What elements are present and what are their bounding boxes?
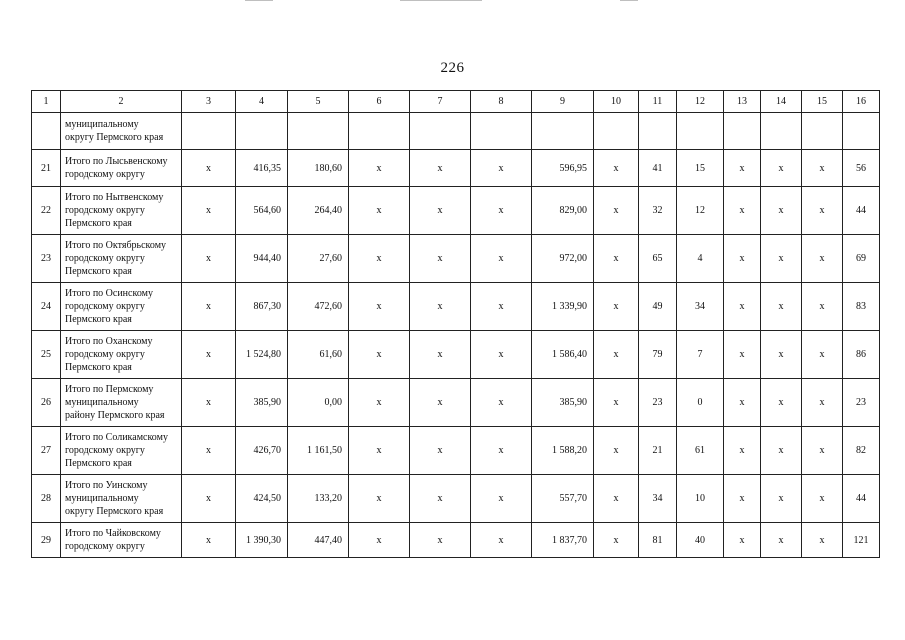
- row-name-cell: [61, 427, 182, 475]
- cell-c15: х: [802, 475, 843, 523]
- cell-c14: х: [761, 523, 802, 558]
- cell-c16: 69: [843, 235, 880, 283]
- cell-c7: х: [410, 331, 471, 379]
- cell-c7: х: [410, 235, 471, 283]
- table-cell: [182, 113, 236, 150]
- cell-c10: х: [594, 475, 639, 523]
- continuation-row: [32, 113, 880, 150]
- cell-c16: 121: [843, 523, 880, 558]
- cell-c12: 34: [677, 283, 724, 331]
- table-cell: [410, 113, 471, 150]
- row-number-cell: 24: [32, 283, 61, 331]
- table-row: [32, 379, 880, 427]
- column-header: 12: [677, 91, 724, 113]
- cell-c15: х: [802, 523, 843, 558]
- row-name-cell: [61, 379, 182, 427]
- cell-c14: х: [761, 187, 802, 235]
- row-number-cell: 22: [32, 187, 61, 235]
- cell-c8: х: [471, 187, 532, 235]
- row-name-line: Пермского края: [65, 218, 132, 229]
- cell-c8: х: [471, 150, 532, 187]
- column-header: 2: [61, 91, 182, 113]
- cell-c13: х: [724, 379, 761, 427]
- row-number-cell: 28: [32, 475, 61, 523]
- row-name-line: городскому округу: [65, 301, 145, 312]
- row-name-line: городскому округу: [65, 349, 145, 360]
- table-cell: [288, 113, 349, 150]
- cell-c3: х: [182, 523, 236, 558]
- cell-c10: х: [594, 283, 639, 331]
- cell-c14: х: [761, 475, 802, 523]
- cell-c15: х: [802, 187, 843, 235]
- table-cell: [677, 113, 724, 150]
- row-name-line: городскому округу: [65, 445, 145, 456]
- header-row: [32, 91, 880, 113]
- cell-c3: х: [182, 187, 236, 235]
- column-header: 5: [288, 91, 349, 113]
- row-name-line: муниципальному: [65, 397, 139, 408]
- column-header: 13: [724, 91, 761, 113]
- table-cell: [724, 113, 761, 150]
- row-name-line: городскому округу: [65, 541, 145, 552]
- cell-c3: х: [182, 235, 236, 283]
- cell-c16: 86: [843, 331, 880, 379]
- cell-c3: х: [182, 427, 236, 475]
- table-cell: [471, 113, 532, 150]
- row-name-line: Итого по Чайковскому: [65, 528, 161, 539]
- column-header: 1: [32, 91, 61, 113]
- table-row: [32, 331, 880, 379]
- cell-c12: 61: [677, 427, 724, 475]
- row-name-line: городскому округу: [65, 253, 145, 264]
- cell-c13: х: [724, 331, 761, 379]
- scan-artifact-line: [620, 0, 638, 1]
- cell-c4: 1 390,30: [236, 523, 288, 558]
- cell-c4: 1 524,80: [236, 331, 288, 379]
- scan-artifact-line: [245, 0, 273, 1]
- cell-c7: х: [410, 283, 471, 331]
- cell-c11: 32: [639, 187, 677, 235]
- scan-artifact-line: [400, 0, 482, 1]
- row-name-cell: [61, 150, 182, 187]
- cell-c4: 426,70: [236, 427, 288, 475]
- table-row: [32, 283, 880, 331]
- column-header: 4: [236, 91, 288, 113]
- cell-c11: 49: [639, 283, 677, 331]
- cell-c11: 23: [639, 379, 677, 427]
- cell-c8: х: [471, 283, 532, 331]
- column-header: 3: [182, 91, 236, 113]
- cell-c9: 972,00: [532, 235, 594, 283]
- cell-c5: 180,60: [288, 150, 349, 187]
- cell-c15: х: [802, 379, 843, 427]
- cell-c8: х: [471, 523, 532, 558]
- column-header: 7: [410, 91, 471, 113]
- cell-c5: 0,00: [288, 379, 349, 427]
- cell-c11: 41: [639, 150, 677, 187]
- column-header: 16: [843, 91, 880, 113]
- cell-c14: х: [761, 150, 802, 187]
- cell-c10: х: [594, 235, 639, 283]
- cell-c5: 264,40: [288, 187, 349, 235]
- row-name-line: округу Пермского края: [65, 506, 164, 517]
- cell-c12: 4: [677, 235, 724, 283]
- cell-c7: х: [410, 427, 471, 475]
- cell-c14: х: [761, 331, 802, 379]
- cell-c15: х: [802, 331, 843, 379]
- column-header: 8: [471, 91, 532, 113]
- cell-c7: х: [410, 150, 471, 187]
- cell-c10: х: [594, 187, 639, 235]
- row-name-cell: [61, 187, 182, 235]
- cell-c4: 416,35: [236, 150, 288, 187]
- cell-c6: х: [349, 427, 410, 475]
- row-name-line: Итого по Октябрьскому: [65, 240, 167, 251]
- cell-c6: х: [349, 235, 410, 283]
- column-header: 11: [639, 91, 677, 113]
- row-name-line: Итого по Уинскому: [65, 480, 148, 491]
- cell-c4: 424,50: [236, 475, 288, 523]
- cell-c9: 385,90: [532, 379, 594, 427]
- cell-c12: 7: [677, 331, 724, 379]
- cell-c3: х: [182, 475, 236, 523]
- cell-c15: х: [802, 427, 843, 475]
- table-row: [32, 150, 880, 187]
- cell-c13: х: [724, 187, 761, 235]
- cell-c9: 1 588,20: [532, 427, 594, 475]
- cell-c14: х: [761, 235, 802, 283]
- cell-c8: х: [471, 379, 532, 427]
- cell-c6: х: [349, 283, 410, 331]
- cell-c14: х: [761, 283, 802, 331]
- cell-c6: х: [349, 379, 410, 427]
- row-name-cell: [61, 113, 182, 150]
- cell-c7: х: [410, 379, 471, 427]
- cell-c4: 944,40: [236, 235, 288, 283]
- cell-c5: 447,40: [288, 523, 349, 558]
- row-number-cell: 21: [32, 150, 61, 187]
- row-name-cell: [61, 475, 182, 523]
- cell-c4: 867,30: [236, 283, 288, 331]
- cell-c13: х: [724, 235, 761, 283]
- row-name-cell: [61, 235, 182, 283]
- cell-c9: 1 837,70: [532, 523, 594, 558]
- row-name-line: городскому округу: [65, 169, 145, 180]
- cell-c8: х: [471, 331, 532, 379]
- cell-c8: х: [471, 235, 532, 283]
- cell-c11: 21: [639, 427, 677, 475]
- cell-c6: х: [349, 187, 410, 235]
- cell-c5: 472,60: [288, 283, 349, 331]
- table-cell: [594, 113, 639, 150]
- cell-c15: х: [802, 283, 843, 331]
- cell-c13: х: [724, 523, 761, 558]
- row-name-line: Итого по Лысьвенскому: [65, 156, 168, 167]
- table-cell: [761, 113, 802, 150]
- cell-c7: х: [410, 187, 471, 235]
- cell-c4: 385,90: [236, 379, 288, 427]
- cell-c10: х: [594, 427, 639, 475]
- cell-c16: 82: [843, 427, 880, 475]
- row-name-line: Итого по Пермскому: [65, 384, 154, 395]
- column-header: 10: [594, 91, 639, 113]
- row-name-line: Итого по Нытвенскому: [65, 192, 164, 203]
- row-name-line: муниципальному: [65, 119, 139, 130]
- cell-c7: х: [410, 475, 471, 523]
- cell-c16: 44: [843, 475, 880, 523]
- data-table: [31, 90, 880, 558]
- cell-c13: х: [724, 150, 761, 187]
- column-header: 9: [532, 91, 594, 113]
- table-cell: [349, 113, 410, 150]
- cell-c5: 1 161,50: [288, 427, 349, 475]
- cell-c5: 133,20: [288, 475, 349, 523]
- cell-c8: х: [471, 427, 532, 475]
- cell-c9: 596,95: [532, 150, 594, 187]
- cell-c10: х: [594, 150, 639, 187]
- cell-c15: х: [802, 235, 843, 283]
- cell-c5: 27,60: [288, 235, 349, 283]
- cell-c3: х: [182, 331, 236, 379]
- cell-c9: 557,70: [532, 475, 594, 523]
- cell-c10: х: [594, 331, 639, 379]
- row-number-cell: 26: [32, 379, 61, 427]
- row-name-cell: [61, 523, 182, 558]
- cell-c5: 61,60: [288, 331, 349, 379]
- cell-c11: 81: [639, 523, 677, 558]
- table-row: [32, 523, 880, 558]
- row-name-line: городскому округу: [65, 205, 145, 216]
- cell-c16: 83: [843, 283, 880, 331]
- cell-c6: х: [349, 150, 410, 187]
- cell-c9: 1 339,90: [532, 283, 594, 331]
- row-name-line: Итого по Соликамскому: [65, 432, 168, 443]
- row-number-cell: 25: [32, 331, 61, 379]
- cell-c12: 40: [677, 523, 724, 558]
- column-header: 14: [761, 91, 802, 113]
- cell-c11: 79: [639, 331, 677, 379]
- cell-c12: 15: [677, 150, 724, 187]
- cell-c3: х: [182, 283, 236, 331]
- cell-c13: х: [724, 283, 761, 331]
- cell-c9: 1 586,40: [532, 331, 594, 379]
- cell-c16: 44: [843, 187, 880, 235]
- cell-c6: х: [349, 475, 410, 523]
- column-header: 15: [802, 91, 843, 113]
- row-name-line: Пермского края: [65, 362, 132, 373]
- cell-c7: х: [410, 523, 471, 558]
- cell-c3: х: [182, 379, 236, 427]
- row-number-cell: 27: [32, 427, 61, 475]
- cell-c11: 65: [639, 235, 677, 283]
- cell-c11: 34: [639, 475, 677, 523]
- row-name-line: Пермского края: [65, 458, 132, 469]
- column-header: 6: [349, 91, 410, 113]
- row-name-line: Пермского края: [65, 314, 132, 325]
- table-cell: [236, 113, 288, 150]
- cell-c8: х: [471, 475, 532, 523]
- cell-c12: 0: [677, 379, 724, 427]
- cell-c10: х: [594, 379, 639, 427]
- row-number-cell: 23: [32, 235, 61, 283]
- table-cell: [802, 113, 843, 150]
- table-row: [32, 187, 880, 235]
- cell-c16: 56: [843, 150, 880, 187]
- row-name-line: муниципальному: [65, 493, 139, 504]
- cell-c13: х: [724, 427, 761, 475]
- cell-c14: х: [761, 427, 802, 475]
- cell-c9: 829,00: [532, 187, 594, 235]
- cell-c12: 10: [677, 475, 724, 523]
- table-row: [32, 475, 880, 523]
- cell-c12: 12: [677, 187, 724, 235]
- row-number-cell: [32, 113, 61, 150]
- cell-c14: х: [761, 379, 802, 427]
- cell-c10: х: [594, 523, 639, 558]
- page-number: 226: [440, 60, 465, 76]
- table-cell: [639, 113, 677, 150]
- row-name-cell: [61, 331, 182, 379]
- cell-c16: 23: [843, 379, 880, 427]
- row-name-line: Итого по Осинскому: [65, 288, 153, 299]
- row-name-cell: [61, 283, 182, 331]
- cell-c3: х: [182, 150, 236, 187]
- row-name-line: району Пермского края: [65, 410, 165, 421]
- row-number-cell: 29: [32, 523, 61, 558]
- table-row: [32, 235, 880, 283]
- table-cell: [532, 113, 594, 150]
- cell-c15: х: [802, 150, 843, 187]
- cell-c6: х: [349, 331, 410, 379]
- cell-c6: х: [349, 523, 410, 558]
- row-name-line: Итого по Оханскому: [65, 336, 153, 347]
- row-name-line: округу Пермского края: [65, 132, 164, 143]
- cell-c13: х: [724, 475, 761, 523]
- row-name-line: Пермского края: [65, 266, 132, 277]
- cell-c4: 564,60: [236, 187, 288, 235]
- table-cell: [843, 113, 880, 150]
- table-row: [32, 427, 880, 475]
